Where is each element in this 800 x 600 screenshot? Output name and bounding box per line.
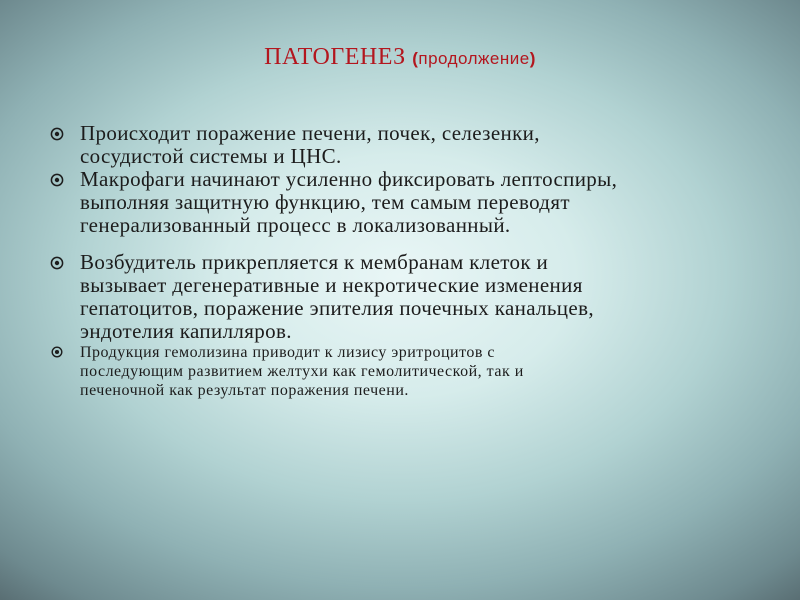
bullet-line: вызывает дегенеративные и некротические изменения	[80, 273, 583, 297]
bullet-line: Макрофаги начинают усиленно фиксировать лептоспиры,	[80, 167, 618, 191]
circled-dot-icon	[50, 173, 64, 187]
bullet-line: последующим развитием желтухи как гемолитической, так и	[80, 363, 524, 380]
circled-dot-icon	[51, 346, 63, 358]
circled-dot-icon	[50, 256, 64, 270]
bullet-item	[50, 251, 750, 343]
bullet-list	[50, 122, 750, 400]
bullet-line: эндотелия капилляров.	[80, 319, 292, 343]
bullet-line: Возбудитель прикрепляется к мембранам клеток и	[80, 250, 549, 274]
bullet-item	[50, 343, 750, 400]
bullet-item	[50, 122, 750, 168]
bullet-line: гепатоцитов, поражение эпителия почечных канальцев,	[80, 296, 594, 320]
bullet-line: Происходит поражение печени, почек, селезенки,	[80, 121, 540, 145]
bullet-line: выполняя защитную функцию, тем самым переводят	[80, 190, 570, 214]
bullet-line: печеночной как результат поражения печени.	[80, 382, 409, 399]
slide-title	[0, 44, 800, 71]
bullet-item	[50, 168, 750, 237]
bullet-line: генерализованный процесс в локализованный.	[80, 213, 511, 237]
bullet-line: Продукция гемолизина приводит к лизису эритроцитов с	[80, 344, 496, 361]
title-main: ПАТОГЕНЕЗ	[264, 44, 406, 70]
bullet-line: сосудистой системы и ЦНС.	[80, 144, 342, 168]
title-subtitle: (продолжение)	[412, 49, 536, 68]
circled-dot-icon	[50, 127, 64, 141]
